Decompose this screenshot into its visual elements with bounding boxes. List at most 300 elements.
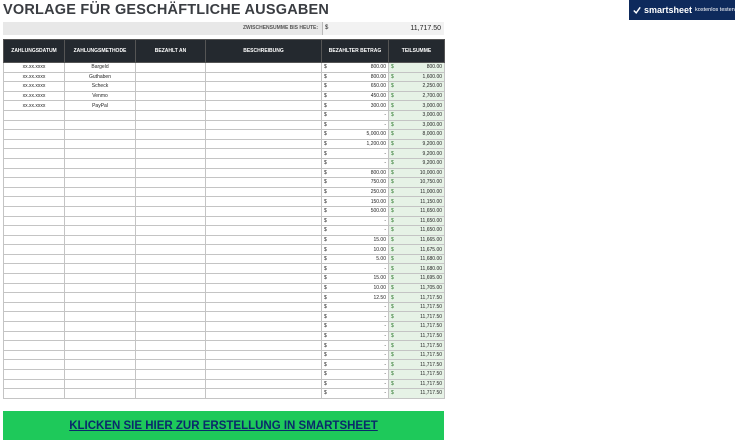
cell-paid-to[interactable] xyxy=(136,370,206,380)
cell-subtotal-currency[interactable]: $ xyxy=(389,322,399,332)
cell-subtotal[interactable]: 11,665.00 xyxy=(399,235,445,245)
cell-description[interactable] xyxy=(206,302,322,312)
cell-date[interactable] xyxy=(4,158,65,168)
cell-amount-currency[interactable]: $ xyxy=(322,370,332,380)
cell-amount[interactable]: - xyxy=(332,331,389,341)
cell-paid-to[interactable] xyxy=(136,264,206,274)
cell-method[interactable] xyxy=(65,187,136,197)
cell-amount[interactable]: 15.00 xyxy=(332,235,389,245)
cell-method[interactable] xyxy=(65,283,136,293)
cell-subtotal-currency[interactable]: $ xyxy=(389,206,399,216)
cell-amount-currency[interactable]: $ xyxy=(322,379,332,389)
cell-subtotal-currency[interactable]: $ xyxy=(389,235,399,245)
cell-amount[interactable]: 300.00 xyxy=(332,101,389,111)
cell-subtotal[interactable]: 10,750.00 xyxy=(399,178,445,188)
cell-amount[interactable]: 450.00 xyxy=(332,91,389,101)
cell-subtotal-currency[interactable]: $ xyxy=(389,82,399,92)
cell-paid-to[interactable] xyxy=(136,139,206,149)
cell-paid-to[interactable] xyxy=(136,235,206,245)
cell-date[interactable] xyxy=(4,139,65,149)
cell-date[interactable] xyxy=(4,226,65,236)
cell-subtotal[interactable]: 3,000.00 xyxy=(399,110,445,120)
cell-method[interactable] xyxy=(65,322,136,332)
cell-amount-currency[interactable]: $ xyxy=(322,158,332,168)
cell-amount-currency[interactable]: $ xyxy=(322,226,332,236)
cell-description[interactable] xyxy=(206,341,322,351)
cell-subtotal[interactable]: 11,705.00 xyxy=(399,283,445,293)
cell-date[interactable] xyxy=(4,149,65,159)
cell-amount[interactable]: 12.50 xyxy=(332,293,389,303)
cell-paid-to[interactable] xyxy=(136,341,206,351)
cell-amount-currency[interactable]: $ xyxy=(322,235,332,245)
cell-description[interactable] xyxy=(206,264,322,274)
cell-method[interactable]: PayPal xyxy=(65,101,136,111)
cell-subtotal[interactable]: 11,650.00 xyxy=(399,216,445,226)
cell-amount-currency[interactable]: $ xyxy=(322,149,332,159)
cell-amount-currency[interactable]: $ xyxy=(322,206,332,216)
cell-paid-to[interactable] xyxy=(136,293,206,303)
cell-subtotal-currency[interactable]: $ xyxy=(389,331,399,341)
cell-date[interactable]: xx.xx.xxxx xyxy=(4,63,65,73)
cell-date[interactable] xyxy=(4,235,65,245)
cell-paid-to[interactable] xyxy=(136,283,206,293)
cell-method[interactable]: Bargeld xyxy=(65,63,136,73)
cell-method[interactable]: Scheck xyxy=(65,82,136,92)
cell-amount-currency[interactable]: $ xyxy=(322,110,332,120)
cell-amount-currency[interactable]: $ xyxy=(322,254,332,264)
cell-subtotal-currency[interactable]: $ xyxy=(389,130,399,140)
cell-amount-currency[interactable]: $ xyxy=(322,264,332,274)
cell-paid-to[interactable] xyxy=(136,63,206,73)
cell-date[interactable] xyxy=(4,216,65,226)
cell-paid-to[interactable] xyxy=(136,120,206,130)
cell-subtotal-currency[interactable]: $ xyxy=(389,350,399,360)
cell-subtotal-currency[interactable]: $ xyxy=(389,312,399,322)
cell-date[interactable] xyxy=(4,264,65,274)
cell-method[interactable] xyxy=(65,312,136,322)
cell-subtotal[interactable]: 11,680.00 xyxy=(399,254,445,264)
cell-subtotal-currency[interactable]: $ xyxy=(389,264,399,274)
cell-subtotal[interactable]: 11,680.00 xyxy=(399,264,445,274)
cell-date[interactable] xyxy=(4,360,65,370)
cell-description[interactable] xyxy=(206,82,322,92)
cell-description[interactable] xyxy=(206,379,322,389)
cell-subtotal[interactable]: 11,717.50 xyxy=(399,350,445,360)
cell-subtotal-currency[interactable]: $ xyxy=(389,72,399,82)
cell-description[interactable] xyxy=(206,149,322,159)
cell-date[interactable] xyxy=(4,178,65,188)
cell-paid-to[interactable] xyxy=(136,130,206,140)
cell-paid-to[interactable] xyxy=(136,379,206,389)
table-row xyxy=(4,350,445,360)
cell-paid-to[interactable] xyxy=(136,389,206,399)
cell-date[interactable] xyxy=(4,283,65,293)
cell-subtotal[interactable]: 11,717.50 xyxy=(399,331,445,341)
cell-amount-currency[interactable]: $ xyxy=(322,293,332,303)
cell-description[interactable] xyxy=(206,226,322,236)
cell-amount[interactable]: 750.00 xyxy=(332,178,389,188)
cell-method[interactable] xyxy=(65,379,136,389)
expense-table xyxy=(3,39,445,399)
cell-description[interactable] xyxy=(206,120,322,130)
cell-paid-to[interactable] xyxy=(136,254,206,264)
cell-paid-to[interactable] xyxy=(136,82,206,92)
cell-amount-currency[interactable]: $ xyxy=(322,72,332,82)
cell-subtotal-currency[interactable]: $ xyxy=(389,254,399,264)
cell-description[interactable] xyxy=(206,322,322,332)
cell-date[interactable] xyxy=(4,120,65,130)
cell-subtotal-currency[interactable]: $ xyxy=(389,360,399,370)
cell-subtotal-currency[interactable]: $ xyxy=(389,274,399,284)
cell-date[interactable] xyxy=(4,168,65,178)
cell-subtotal[interactable]: 3,000.00 xyxy=(399,101,445,111)
cell-date[interactable] xyxy=(4,322,65,332)
cell-description[interactable] xyxy=(206,293,322,303)
cell-amount[interactable]: 250.00 xyxy=(332,187,389,197)
cell-date[interactable] xyxy=(4,370,65,380)
cell-method[interactable]: Venmo xyxy=(65,91,136,101)
cell-subtotal-currency[interactable]: $ xyxy=(389,139,399,149)
subtotal-label: ZWISCHENSUMME BIS HEUTE: xyxy=(3,22,322,35)
cell-paid-to[interactable] xyxy=(136,350,206,360)
cell-subtotal-currency[interactable]: $ xyxy=(389,226,399,236)
cell-paid-to[interactable] xyxy=(136,110,206,120)
cell-paid-to[interactable] xyxy=(136,91,206,101)
cell-description[interactable] xyxy=(206,331,322,341)
cell-subtotal-currency[interactable]: $ xyxy=(389,293,399,303)
cell-amount[interactable]: 10.00 xyxy=(332,245,389,255)
cell-amount[interactable]: - xyxy=(332,379,389,389)
cell-method[interactable] xyxy=(65,341,136,351)
cell-date[interactable] xyxy=(4,293,65,303)
cell-method[interactable] xyxy=(65,302,136,312)
cell-subtotal-currency[interactable]: $ xyxy=(389,302,399,312)
cell-amount-currency[interactable]: $ xyxy=(322,312,332,322)
cell-paid-to[interactable] xyxy=(136,72,206,82)
cell-amount[interactable]: - xyxy=(332,389,389,399)
cell-description[interactable] xyxy=(206,187,322,197)
cell-subtotal[interactable]: 800.00 xyxy=(399,63,445,73)
cell-date[interactable] xyxy=(4,274,65,284)
cell-description[interactable] xyxy=(206,130,322,140)
cell-subtotal[interactable]: 11,717.50 xyxy=(399,389,445,399)
cell-amount-currency[interactable]: $ xyxy=(322,389,332,399)
table-row xyxy=(4,206,445,216)
cell-date[interactable] xyxy=(4,245,65,255)
subtotal-value[interactable]: 11,717.50 xyxy=(335,22,444,35)
cell-method[interactable] xyxy=(65,389,136,399)
cell-subtotal[interactable]: 11,717.50 xyxy=(399,302,445,312)
cell-subtotal[interactable]: 9,200.00 xyxy=(399,158,445,168)
cell-amount[interactable]: 15.00 xyxy=(332,274,389,284)
cell-subtotal[interactable]: 11,717.50 xyxy=(399,293,445,303)
table-row xyxy=(4,120,445,130)
cell-description[interactable] xyxy=(206,350,322,360)
cell-subtotal[interactable]: 9,200.00 xyxy=(399,139,445,149)
cell-description[interactable] xyxy=(206,312,322,322)
smartsheet-logo-button[interactable] xyxy=(629,0,735,20)
cell-method[interactable]: Guthaben xyxy=(65,72,136,82)
table-row xyxy=(4,264,445,274)
cell-subtotal[interactable]: 11,717.50 xyxy=(399,341,445,351)
cell-method[interactable] xyxy=(65,197,136,207)
cell-amount-currency[interactable]: $ xyxy=(322,168,332,178)
cell-subtotal-currency[interactable]: $ xyxy=(389,63,399,73)
cell-method[interactable] xyxy=(65,360,136,370)
cell-description[interactable] xyxy=(206,389,322,399)
cell-amount[interactable]: 800.00 xyxy=(332,63,389,73)
cell-amount-currency[interactable]: $ xyxy=(322,197,332,207)
cell-description[interactable] xyxy=(206,254,322,264)
table-row xyxy=(4,72,445,82)
cell-subtotal[interactable]: 9,200.00 xyxy=(399,149,445,159)
cell-method[interactable] xyxy=(65,235,136,245)
cell-description[interactable] xyxy=(206,178,322,188)
cell-amount-currency[interactable]: $ xyxy=(322,331,332,341)
cell-method[interactable] xyxy=(65,139,136,149)
cell-subtotal[interactable]: 2,700.00 xyxy=(399,91,445,101)
cell-description[interactable] xyxy=(206,158,322,168)
cell-subtotal-currency[interactable]: $ xyxy=(389,168,399,178)
cell-subtotal[interactable]: 11,717.50 xyxy=(399,379,445,389)
cell-subtotal-currency[interactable]: $ xyxy=(389,149,399,159)
cell-amount[interactable]: 1,200.00 xyxy=(332,139,389,149)
cell-subtotal-currency[interactable]: $ xyxy=(389,120,399,130)
cell-method[interactable] xyxy=(65,254,136,264)
cell-subtotal-currency[interactable]: $ xyxy=(389,341,399,351)
cell-paid-to[interactable] xyxy=(136,245,206,255)
cell-amount-currency[interactable]: $ xyxy=(322,360,332,370)
cell-description[interactable] xyxy=(206,168,322,178)
cell-description[interactable] xyxy=(206,274,322,284)
cell-description[interactable] xyxy=(206,360,322,370)
cell-amount[interactable]: 650.00 xyxy=(332,82,389,92)
cell-paid-to[interactable] xyxy=(136,331,206,341)
cell-date[interactable]: xx.xx.xxxx xyxy=(4,101,65,111)
cell-method[interactable] xyxy=(65,130,136,140)
cell-amount[interactable]: - xyxy=(332,360,389,370)
cell-paid-to[interactable] xyxy=(136,312,206,322)
cell-amount-currency[interactable]: $ xyxy=(322,82,332,92)
header-zahlungsmethode: ZAHLUNGSMETHODE xyxy=(65,40,136,63)
cell-paid-to[interactable] xyxy=(136,187,206,197)
table-row xyxy=(4,82,445,92)
cell-method[interactable] xyxy=(65,245,136,255)
cell-method[interactable] xyxy=(65,293,136,303)
cell-amount-currency[interactable]: $ xyxy=(322,274,332,284)
cell-description[interactable] xyxy=(206,216,322,226)
cell-subtotal-currency[interactable]: $ xyxy=(389,91,399,101)
cell-date[interactable] xyxy=(4,331,65,341)
cell-description[interactable] xyxy=(206,101,322,111)
table-row xyxy=(4,158,445,168)
cell-description[interactable] xyxy=(206,139,322,149)
cell-method[interactable] xyxy=(65,264,136,274)
cell-description[interactable] xyxy=(206,370,322,380)
cell-description[interactable] xyxy=(206,63,322,73)
cell-amount[interactable]: - xyxy=(332,226,389,236)
cell-paid-to[interactable] xyxy=(136,101,206,111)
cell-date[interactable] xyxy=(4,130,65,140)
cell-amount-currency[interactable]: $ xyxy=(322,350,332,360)
banner-link[interactable]: KLICKEN SIE HIER ZUR ERSTELLUNG IN SMARTSHEET xyxy=(69,419,378,432)
cell-paid-to[interactable] xyxy=(136,178,206,188)
cell-amount[interactable]: - xyxy=(332,216,389,226)
cell-subtotal[interactable]: 11,000.00 xyxy=(399,187,445,197)
cell-subtotal[interactable]: 10,000.00 xyxy=(399,168,445,178)
cell-subtotal-currency[interactable]: $ xyxy=(389,158,399,168)
cell-amount[interactable]: - xyxy=(332,322,389,332)
cell-method[interactable] xyxy=(65,331,136,341)
cell-amount[interactable]: - xyxy=(332,302,389,312)
table-row xyxy=(4,389,445,399)
cell-paid-to[interactable] xyxy=(136,206,206,216)
cell-amount-currency[interactable]: $ xyxy=(322,120,332,130)
table-row xyxy=(4,360,445,370)
cell-paid-to[interactable] xyxy=(136,216,206,226)
cell-subtotal-currency[interactable]: $ xyxy=(389,379,399,389)
cell-subtotal[interactable]: 11,717.50 xyxy=(399,312,445,322)
cell-subtotal-currency[interactable]: $ xyxy=(389,245,399,255)
cell-description[interactable] xyxy=(206,72,322,82)
cell-subtotal[interactable]: 11,650.00 xyxy=(399,226,445,236)
cell-paid-to[interactable] xyxy=(136,360,206,370)
cell-paid-to[interactable] xyxy=(136,149,206,159)
cell-paid-to[interactable] xyxy=(136,168,206,178)
cell-date[interactable]: xx.xx.xxxx xyxy=(4,72,65,82)
cell-method[interactable] xyxy=(65,226,136,236)
cell-method[interactable] xyxy=(65,110,136,120)
cell-amount[interactable]: - xyxy=(332,370,389,380)
cell-amount-currency[interactable]: $ xyxy=(322,130,332,140)
header-zahlungsdatum: ZAHLUNGSDATUM xyxy=(4,40,65,63)
cell-subtotal[interactable]: 11,150.00 xyxy=(399,197,445,207)
cell-date[interactable] xyxy=(4,187,65,197)
cell-date[interactable] xyxy=(4,206,65,216)
cell-amount[interactable]: - xyxy=(332,149,389,159)
cell-description[interactable] xyxy=(206,197,322,207)
cell-amount[interactable]: 500.00 xyxy=(332,206,389,216)
cell-amount-currency[interactable]: $ xyxy=(322,322,332,332)
cell-method[interactable] xyxy=(65,168,136,178)
cell-method[interactable] xyxy=(65,216,136,226)
cell-method[interactable] xyxy=(65,274,136,284)
cell-subtotal-currency[interactable]: $ xyxy=(389,389,399,399)
cell-date[interactable] xyxy=(4,350,65,360)
cell-paid-to[interactable] xyxy=(136,197,206,207)
cell-paid-to[interactable] xyxy=(136,158,206,168)
cell-subtotal-currency[interactable]: $ xyxy=(389,197,399,207)
cell-date[interactable]: xx.xx.xxxx xyxy=(4,91,65,101)
cell-method[interactable] xyxy=(65,178,136,188)
cell-subtotal[interactable]: 11,717.50 xyxy=(399,370,445,380)
cell-date[interactable] xyxy=(4,389,65,399)
table-row xyxy=(4,91,445,101)
cell-description[interactable] xyxy=(206,91,322,101)
cell-paid-to[interactable] xyxy=(136,274,206,284)
cell-amount[interactable]: - xyxy=(332,350,389,360)
cell-subtotal-currency[interactable]: $ xyxy=(389,101,399,111)
cell-amount[interactable]: 10.00 xyxy=(332,283,389,293)
cell-method[interactable] xyxy=(65,149,136,159)
cell-method[interactable] xyxy=(65,206,136,216)
cell-amount[interactable]: - xyxy=(332,341,389,351)
cell-date[interactable] xyxy=(4,197,65,207)
cell-description[interactable] xyxy=(206,283,322,293)
create-in-smartsheet-banner[interactable] xyxy=(3,411,444,440)
cell-amount-currency[interactable]: $ xyxy=(322,101,332,111)
cell-description[interactable] xyxy=(206,206,322,216)
cell-amount[interactable]: 5,000.00 xyxy=(332,130,389,140)
cell-subtotal-currency[interactable]: $ xyxy=(389,216,399,226)
cell-amount[interactable]: 800.00 xyxy=(332,72,389,82)
cell-date[interactable] xyxy=(4,110,65,120)
cell-amount-currency[interactable]: $ xyxy=(322,91,332,101)
cell-subtotal[interactable]: 1,600.00 xyxy=(399,72,445,82)
cell-amount[interactable]: - xyxy=(332,120,389,130)
cell-method[interactable] xyxy=(65,370,136,380)
cell-amount-currency[interactable]: $ xyxy=(322,187,332,197)
cell-date[interactable] xyxy=(4,341,65,351)
cell-date[interactable] xyxy=(4,312,65,322)
cell-description[interactable] xyxy=(206,235,322,245)
cell-date[interactable] xyxy=(4,254,65,264)
cell-method[interactable] xyxy=(65,350,136,360)
cell-date[interactable] xyxy=(4,379,65,389)
cell-amount-currency[interactable]: $ xyxy=(322,245,332,255)
cell-method[interactable] xyxy=(65,158,136,168)
cell-subtotal[interactable]: 11,675.00 xyxy=(399,245,445,255)
cell-subtotal-currency[interactable]: $ xyxy=(389,187,399,197)
cell-subtotal-currency[interactable]: $ xyxy=(389,178,399,188)
cell-date[interactable] xyxy=(4,302,65,312)
cell-amount-currency[interactable]: $ xyxy=(322,139,332,149)
cell-amount[interactable]: 800.00 xyxy=(332,168,389,178)
cell-amount[interactable]: - xyxy=(332,312,389,322)
cell-subtotal[interactable]: 11,695.00 xyxy=(399,274,445,284)
cell-description[interactable] xyxy=(206,110,322,120)
cell-amount-currency[interactable]: $ xyxy=(322,302,332,312)
cell-amount[interactable]: 5.00 xyxy=(332,254,389,264)
cell-amount[interactable]: - xyxy=(332,264,389,274)
table-row xyxy=(4,283,445,293)
cell-amount[interactable]: 150.00 xyxy=(332,197,389,207)
cell-subtotal[interactable]: 11,717.50 xyxy=(399,322,445,332)
cell-paid-to[interactable] xyxy=(136,322,206,332)
cell-subtotal[interactable]: 8,000.00 xyxy=(399,130,445,140)
cell-subtotal[interactable]: 3,000.00 xyxy=(399,120,445,130)
cell-date[interactable]: xx.xx.xxxx xyxy=(4,82,65,92)
cell-amount[interactable]: - xyxy=(332,158,389,168)
cell-paid-to[interactable] xyxy=(136,302,206,312)
cell-paid-to[interactable] xyxy=(136,226,206,236)
cell-amount-currency[interactable]: $ xyxy=(322,178,332,188)
cell-amount-currency[interactable]: $ xyxy=(322,283,332,293)
cell-amount[interactable]: - xyxy=(332,110,389,120)
cell-subtotal[interactable]: 2,250.00 xyxy=(399,82,445,92)
cell-amount-currency[interactable]: $ xyxy=(322,341,332,351)
cell-subtotal-currency[interactable]: $ xyxy=(389,370,399,380)
cell-description[interactable] xyxy=(206,245,322,255)
cell-subtotal-currency[interactable]: $ xyxy=(389,283,399,293)
cell-subtotal-currency[interactable]: $ xyxy=(389,110,399,120)
cell-subtotal[interactable]: 11,717.50 xyxy=(399,360,445,370)
cell-subtotal[interactable]: 11,650.00 xyxy=(399,206,445,216)
cell-amount-currency[interactable]: $ xyxy=(322,63,332,73)
table-row xyxy=(4,110,445,120)
cell-amount-currency[interactable]: $ xyxy=(322,216,332,226)
cell-method[interactable] xyxy=(65,120,136,130)
